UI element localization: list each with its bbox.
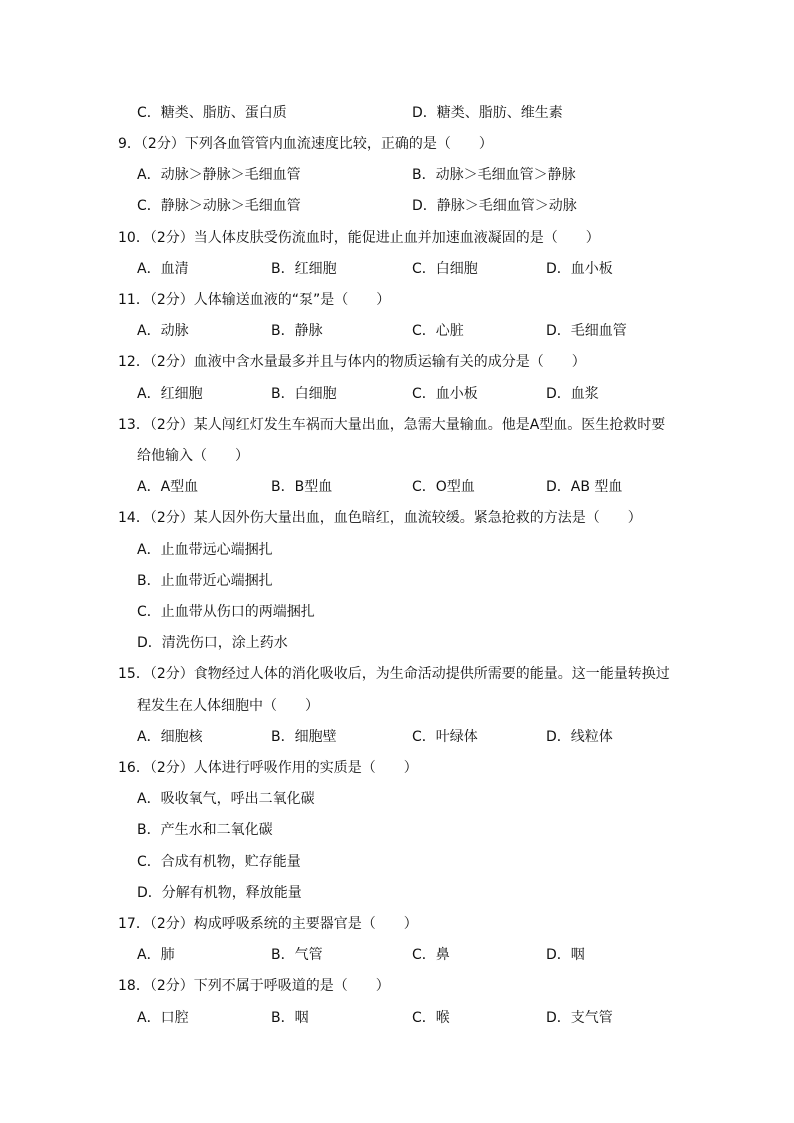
q13-option-a: A．A型血 — [137, 479, 199, 495]
q9-stem: 9．（2分）下列各血管管内血流速度比较，正确的是（ ） — [118, 136, 493, 152]
q18-stem: 18．（2分）下列不属于呼吸道的是（ ） — [118, 978, 390, 994]
q11-option-d: D．毛细血管 — [546, 323, 627, 339]
q12-stem: 12．（2分）血液中含水量最多并且与体内的物质运输有关的成分是（ ） — [118, 354, 586, 370]
q14-option-b: B．止血带近心端捆扎 — [137, 573, 273, 589]
q16-stem: 16．（2分）人体进行呼吸作用的实质是（ ） — [118, 760, 418, 776]
q12-option-c: C．血小板 — [412, 386, 478, 402]
q18-option-c: C．喉 — [412, 1010, 450, 1026]
q13-option-d: D．AB 型血 — [546, 479, 623, 495]
q12-option-d: D．血浆 — [546, 386, 599, 402]
q10-option-d: D．血小板 — [546, 261, 613, 277]
q18-option-d: D．支气管 — [546, 1010, 613, 1026]
q15-option-b: B．细胞壁 — [271, 729, 337, 745]
q17-option-a: A．肺 — [137, 947, 175, 963]
q14-option-c: C．止血带从伤口的两端捆扎 — [137, 604, 315, 620]
q14-option-a: A．止血带远心端捆扎 — [137, 542, 273, 558]
q18-option-a: A．口腔 — [137, 1010, 189, 1026]
q17-option-b: B．气管 — [271, 947, 323, 963]
q10-stem: 10．（2分）当人体皮肤受伤流血时，能促进止血并加速血液凝固的是（ ） — [118, 230, 600, 246]
q15-stem-line2: 程发生在人体细胞中（ ） — [137, 698, 319, 714]
q10-option-b: B．红细胞 — [271, 261, 337, 277]
q17-stem: 17．（2分）构成呼吸系统的主要器官是（ ） — [118, 916, 418, 932]
q16-option-d: D．分解有机物，释放能量 — [137, 885, 302, 901]
q13-stem-line1: 13．（2分）某人闯红灯发生车祸而大量出血，急需大量输血。他是A型血。医生抢救时要 — [118, 417, 666, 433]
q16-option-c: C．合成有机物，贮存能量 — [137, 854, 301, 870]
q8-option-d: D．糖类、脂肪、维生素 — [412, 105, 563, 121]
q9-option-d: D．静脉＞毛细血管＞动脉 — [412, 198, 577, 214]
q13-option-b: B．B型血 — [271, 479, 333, 495]
q15-option-c: C．叶绿体 — [412, 729, 478, 745]
q17-option-d: D．咽 — [546, 947, 585, 963]
q12-option-b: B．白细胞 — [271, 386, 337, 402]
q10-option-a: A．血清 — [137, 261, 189, 277]
q12-option-a: A．红细胞 — [137, 386, 203, 402]
q11-option-c: C．心脏 — [412, 323, 464, 339]
q11-stem: 11．（2分）人体输送血液的“泵”是（ ） — [118, 292, 391, 308]
q11-option-a: A．动脉 — [137, 323, 189, 339]
q10-option-c: C．白细胞 — [412, 261, 478, 277]
q16-option-b: B．产生水和二氧化碳 — [137, 822, 273, 838]
q13-option-c: C．O型血 — [412, 479, 475, 495]
q17-option-c: C．鼻 — [412, 947, 450, 963]
q14-option-d: D．清洗伤口，涂上药水 — [137, 635, 288, 651]
q11-option-b: B．静脉 — [271, 323, 323, 339]
q13-stem-line2: 给他输入（ ） — [137, 448, 249, 464]
q8-option-c: C．糖类、脂肪、蛋白质 — [137, 105, 287, 121]
q15-option-a: A．细胞核 — [137, 729, 203, 745]
q14-stem: 14．（2分）某人因外伤大量出血，血色暗红，血流较缓。紧急抢救的方法是（ ） — [118, 510, 642, 526]
q9-option-b: B．动脉＞毛细血管＞静脉 — [412, 167, 576, 183]
q18-option-b: B．咽 — [271, 1010, 309, 1026]
q9-option-c: C．静脉＞动脉＞毛细血管 — [137, 198, 301, 214]
q9-option-a: A．动脉＞静脉＞毛细血管 — [137, 167, 301, 183]
q16-option-a: A．吸收氧气，呼出二氧化碳 — [137, 791, 315, 807]
q15-stem-line1: 15．（2分）食物经过人体的消化吸收后，为生命活动提供所需要的能量。这一能量转换过 — [118, 666, 670, 682]
q15-option-d: D．线粒体 — [546, 729, 613, 745]
